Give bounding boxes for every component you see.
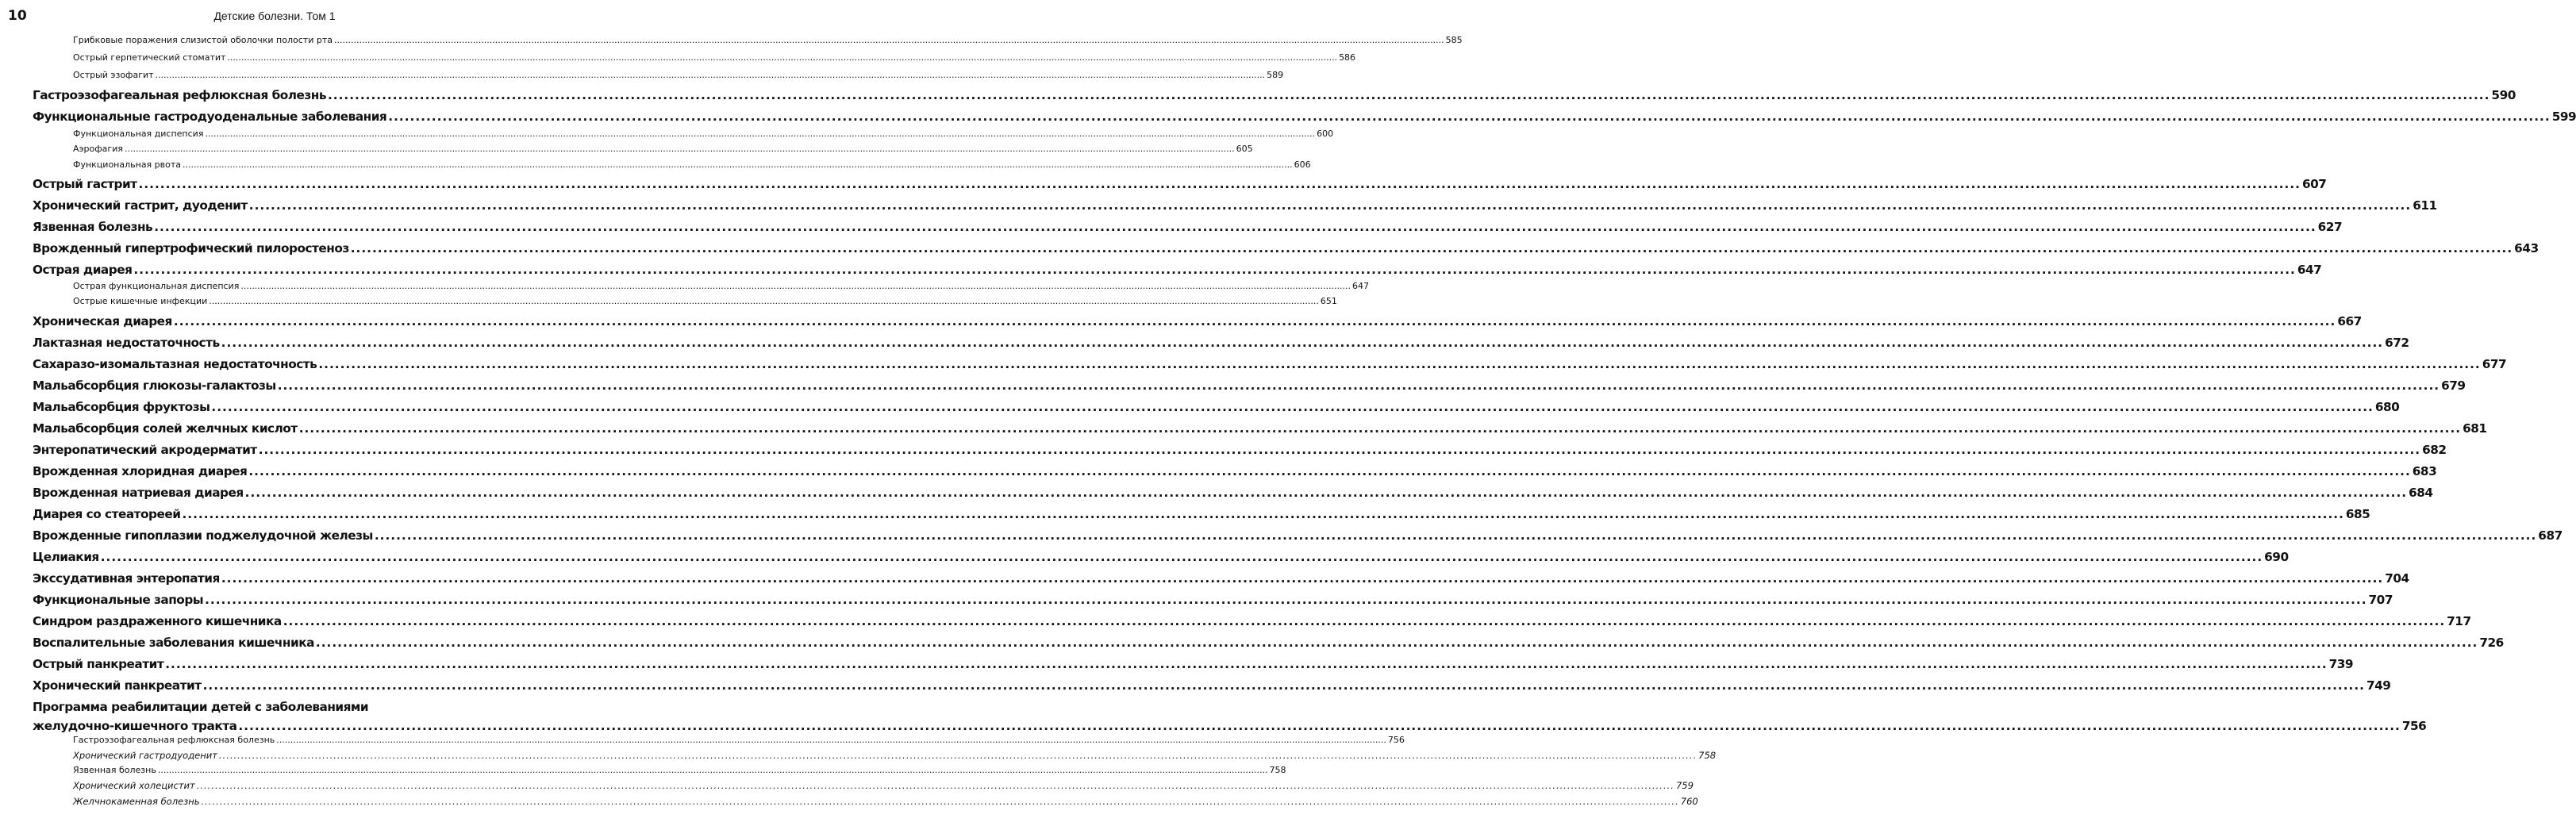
dot-leader: ................................................................................................................................................................................................................................................................................................................................................................................................................ (205, 129, 1316, 139)
toc-entry-title: Острая диарея (33, 263, 133, 277)
toc-entry-title: Хронический гастродуоденит (73, 750, 217, 761)
toc-entry-page: 600 (1317, 129, 1334, 139)
toc-entry-title: Острые кишечные инфекции (73, 296, 208, 306)
toc-chapter-entry[interactable] (33, 593, 2393, 607)
toc-entry-title: Хронический панкреатит (33, 678, 202, 693)
toc-chapter-entry[interactable] (33, 378, 2466, 393)
toc-entry-page: 643 (2514, 241, 2539, 255)
toc-entry-page: 599 (2551, 109, 2576, 124)
toc-entry-page: 682 (2422, 443, 2447, 457)
toc-entry-title: Функциональные запоры (33, 593, 204, 607)
toc-section-entry[interactable] (73, 70, 1284, 80)
toc-section-entry[interactable] (73, 281, 1369, 291)
toc-chapter-entry[interactable] (33, 177, 2327, 191)
dot-leader: ................................................................................................................................................................................................................................................................................................................................................................................................................ (315, 636, 2478, 650)
toc-entry-page: 681 (2463, 421, 2487, 436)
toc-entry-title: Язвенная болезнь (73, 765, 156, 775)
toc-chapter-entry[interactable] (33, 678, 2391, 693)
toc-chapter-entry[interactable] (33, 719, 2427, 733)
toc-entry-title: Врожденная натриевая диарея (33, 486, 244, 500)
dot-leader: ................................................................................................................................................................................................................................................................................................................................................................................................................ (173, 314, 2336, 328)
toc-entry-page: 683 (2412, 464, 2437, 478)
toc-entry-page: 760 (1680, 796, 1698, 807)
toc-entry-page: 749 (2366, 678, 2391, 693)
toc-section-entry[interactable] (73, 765, 1286, 775)
toc-entry-page: 726 (2479, 636, 2504, 650)
toc-entry-page: 687 (2538, 528, 2563, 543)
toc-section-entry[interactable] (73, 159, 1311, 170)
toc-chapter-entry[interactable] (33, 198, 2437, 213)
dot-leader: ................................................................................................................................................................................................................................................................................................................................................................................................................ (374, 528, 2537, 543)
toc-entry-page: 690 (2264, 550, 2289, 564)
page-number: 10 (8, 8, 27, 24)
toc-chapter-entry[interactable] (33, 109, 2576, 124)
dot-leader: ................................................................................................................................................................................................................................................................................................................................................................................................................ (238, 719, 2401, 733)
toc-chapter-entry[interactable] (33, 241, 2539, 255)
toc-entry-page: 647 (2297, 263, 2322, 277)
toc-entry-page: 759 (1675, 780, 1694, 791)
toc-section-entry[interactable] (73, 35, 1463, 45)
toc-entry-title: Острый гастрит (33, 177, 137, 191)
toc-entry-page: 756 (1387, 735, 1405, 745)
dot-leader: ................................................................................................................................................................................................................................................................................................................................................................................................................ (100, 550, 2263, 564)
toc-entry-page: 606 (1294, 159, 1311, 170)
dot-leader: ................................................................................................................................................................................................................................................................................................................................................................................................................ (248, 464, 2411, 478)
dot-leader: ................................................................................................................................................................................................................................................................................................................................................................................................................ (196, 780, 1674, 791)
dot-leader: ................................................................................................................................................................................................................................................................................................................................................................................................................ (277, 378, 2440, 393)
toc-entry-title: Хронический холецистит (73, 780, 195, 791)
toc-section-entry[interactable] (73, 52, 1356, 63)
toc-entry-title: Сахаразо-изомальтазная недостаточность (33, 357, 317, 371)
toc-entry-title: Хронический гастрит, дуоденит (33, 198, 248, 213)
dot-leader: ................................................................................................................................................................................................................................................................................................................................................................................................................ (221, 336, 2384, 350)
toc-entry-title: Грибковые поражения слизистой оболочки полости рта (73, 35, 333, 45)
toc-section-entry[interactable] (73, 780, 1694, 791)
toc-entry-page: 607 (2301, 177, 2327, 191)
dot-leader: ................................................................................................................................................................................................................................................................................................................................................................................................................ (157, 765, 1268, 775)
dot-leader: ................................................................................................................................................................................................................................................................................................................................................................................................................ (182, 507, 2344, 521)
dot-leader: ................................................................................................................................................................................................................................................................................................................................................................................................................ (328, 88, 2490, 102)
toc-entry-page: 677 (2482, 357, 2507, 371)
toc-chapter-entry[interactable] (33, 464, 2437, 478)
toc-entry-title: Энтеропатический акродерматит (33, 443, 257, 457)
toc-entry-title: Острая функциональная диспепсия (73, 281, 240, 291)
toc-chapter-entry[interactable] (33, 421, 2487, 436)
toc-entry-title: Врожденные гипоплазии поджелудочной железы (33, 528, 373, 543)
dot-leader: ................................................................................................................................................................................................................................................................................................................................................................................................................ (202, 678, 2365, 693)
dot-leader: ................................................................................................................................................................................................................................................................................................................................................................................................................ (205, 593, 2367, 607)
toc-entry-page: 647 (1351, 281, 1369, 291)
toc-entry-title: Острый герпетический стоматит (73, 52, 226, 63)
dot-leader: ................................................................................................................................................................................................................................................................................................................................................................................................................ (244, 486, 2408, 500)
toc-section-entry[interactable] (73, 144, 1253, 154)
toc-chapter-entry[interactable] (33, 443, 2447, 457)
toc-entry-title: Врожденный гипертрофический пилоростеноз (33, 241, 349, 255)
toc-section-entry[interactable] (73, 796, 1698, 807)
toc-entry-title: Диарея со стеатореей (33, 507, 181, 521)
toc-entry-title: Острый эзофагит (73, 70, 154, 80)
toc-chapter-entry[interactable] (33, 357, 2507, 371)
toc-entry-page: 758 (1269, 765, 1286, 775)
toc-entry-title: Лактазная недостаточность (33, 336, 220, 350)
dot-leader: ................................................................................................................................................................................................................................................................................................................................................................................................................ (201, 796, 1679, 807)
toc-section-entry[interactable] (73, 129, 1334, 139)
dot-leader: ................................................................................................................................................................................................................................................................................................................................................................................................................ (258, 443, 2421, 457)
toc-entry-title: Желчнокаменная болезнь (73, 796, 200, 807)
toc-chapter-entry[interactable] (33, 571, 2409, 586)
dot-leader: ................................................................................................................................................................................................................................................................................................................................................................................................................ (218, 750, 1697, 761)
toc-entry-page: 672 (2385, 336, 2409, 350)
dot-leader: ................................................................................................................................................................................................................................................................................................................................................................................................................ (298, 421, 2462, 436)
dot-leader: ................................................................................................................................................................................................................................................................................................................................................................................................................ (283, 614, 2446, 628)
toc-entry-title: Аэрофагия (73, 144, 123, 154)
toc-entry-title: Функциональная рвота (73, 159, 182, 170)
toc-chapter-entry[interactable] (33, 657, 2354, 671)
toc-entry-title: Экссудативная энтеропатия (33, 571, 220, 586)
toc-entry-title: Гастроэзофагеальная рефлюксная болезнь (73, 735, 275, 745)
toc-chapter-entry[interactable] (33, 263, 2322, 277)
dot-leader: ................................................................................................................................................................................................................................................................................................................................................................................................................ (209, 296, 1319, 306)
toc-entry-page: 589 (1267, 70, 1284, 80)
toc-entry-title: Язвенная болезнь (33, 220, 153, 234)
dot-leader: ................................................................................................................................................................................................................................................................................................................................................................................................................ (227, 52, 1338, 63)
toc-section-entry[interactable] (73, 296, 1337, 306)
toc-entry-page: 679 (2441, 378, 2466, 393)
toc-chapter-entry[interactable] (33, 486, 2433, 500)
dot-leader: ................................................................................................................................................................................................................................................................................................................................................................................................................ (276, 735, 1386, 745)
toc-chapter-entry[interactable] (33, 507, 2370, 521)
toc-entry-page: 685 (2345, 507, 2370, 521)
toc-entry-title: Мальабсорбция фруктозы (33, 400, 210, 414)
toc-entry-page: 627 (2317, 220, 2343, 234)
dot-leader: ................................................................................................................................................................................................................................................................................................................................................................................................................ (155, 70, 1266, 80)
toc-section-entry[interactable] (73, 750, 1717, 761)
toc-entry-title: Гастроэзофагеальная рефлюксная болезнь (33, 88, 326, 102)
toc-entry-title: Функциональные гастродуоденальные заболевания (33, 109, 387, 124)
toc-chapter-entry[interactable] (33, 88, 2516, 102)
toc-entry-page: 739 (2328, 657, 2354, 671)
toc-entry-page: 667 (2337, 314, 2362, 328)
toc-entry-page: 590 (2491, 88, 2516, 102)
dot-leader: ................................................................................................................................................................................................................................................................................................................................................................................................................ (248, 198, 2412, 213)
dot-leader: ................................................................................................................................................................................................................................................................................................................................................................................................................ (388, 109, 2551, 124)
dot-leader: ................................................................................................................................................................................................................................................................................................................................................................................................................ (165, 657, 2328, 671)
toc-entry-page: 586 (1339, 52, 1356, 63)
toc-chapter-entry[interactable] (33, 550, 2289, 564)
dot-leader: ................................................................................................................................................................................................................................................................................................................................................................................................................ (183, 159, 1293, 170)
toc-entry-title: Синдром раздраженного кишечника (33, 614, 282, 628)
toc-entry-title: Хроническая диарея (33, 314, 172, 328)
toc-entry-title: Врожденная хлоридная диарея (33, 464, 248, 478)
dot-leader: ................................................................................................................................................................................................................................................................................................................................................................................................................ (211, 400, 2374, 414)
dot-leader: ................................................................................................................................................................................................................................................................................................................................................................................................................ (154, 220, 2316, 234)
toc-chapter-entry[interactable] (33, 314, 2362, 328)
toc-entry-title: Воспалительные заболевания кишечника (33, 636, 314, 650)
toc-entry-page: 707 (2368, 593, 2393, 607)
toc-entry-title: Целиакия (33, 550, 99, 564)
toc-section-entry[interactable] (73, 735, 1405, 745)
dot-leader: ................................................................................................................................................................................................................................................................................................................................................................................................................ (221, 571, 2384, 586)
dot-leader: ................................................................................................................................................................................................................................................................................................................................................................................................................ (318, 357, 2481, 371)
toc-chapter-entry[interactable] (33, 614, 2471, 628)
dot-leader: ................................................................................................................................................................................................................................................................................................................................................................................................................ (124, 144, 1235, 154)
toc-chapter-entry[interactable] (33, 336, 2409, 350)
toc-entry-title: Мальабсорбция глюкозы-галактозы (33, 378, 276, 393)
toc-entry-title: желудочно-кишечного тракта (33, 719, 237, 733)
toc-chapter-entry[interactable] (33, 400, 2400, 414)
toc-entry-page: 684 (2409, 486, 2433, 500)
dot-leader: ................................................................................................................................................................................................................................................................................................................................................................................................................ (138, 177, 2301, 191)
toc-entry-page: 717 (2447, 614, 2471, 628)
dot-leader: ................................................................................................................................................................................................................................................................................................................................................................................................................ (133, 263, 2296, 277)
dot-leader: ................................................................................................................................................................................................................................................................................................................................................................................................................ (333, 35, 1444, 45)
toc-entry-page: 680 (2374, 400, 2400, 414)
toc-entry-title: Острый панкреатит (33, 657, 164, 671)
dot-leader: ................................................................................................................................................................................................................................................................................................................................................................................................................ (240, 281, 1351, 291)
toc-entry-title: Мальабсорбция солей желчных кислот (33, 421, 298, 436)
toc-chapter-entry[interactable] (33, 636, 2504, 650)
toc-entry-page: 585 (1445, 35, 1463, 45)
toc-chapter-entry[interactable] (33, 528, 2563, 543)
toc-entry-page: 704 (2385, 571, 2409, 586)
toc-entry-page: 758 (1698, 750, 1717, 761)
toc-entry-page: 651 (1320, 296, 1337, 306)
dot-leader: ................................................................................................................................................................................................................................................................................................................................................................................................................ (350, 241, 2513, 255)
toc-entry-page: 756 (2401, 719, 2427, 733)
running-title: Детские болезни. Том 1 (213, 10, 336, 22)
toc-chapter-entry[interactable] (33, 220, 2343, 234)
toc-entry-page: 611 (2413, 198, 2437, 213)
toc-entry-page: 605 (1236, 144, 1253, 154)
toc-entry-title-line1: Программа реабилитации детей с заболеваниями (33, 700, 369, 714)
toc-entry-title: Функциональная диспепсия (73, 129, 204, 139)
